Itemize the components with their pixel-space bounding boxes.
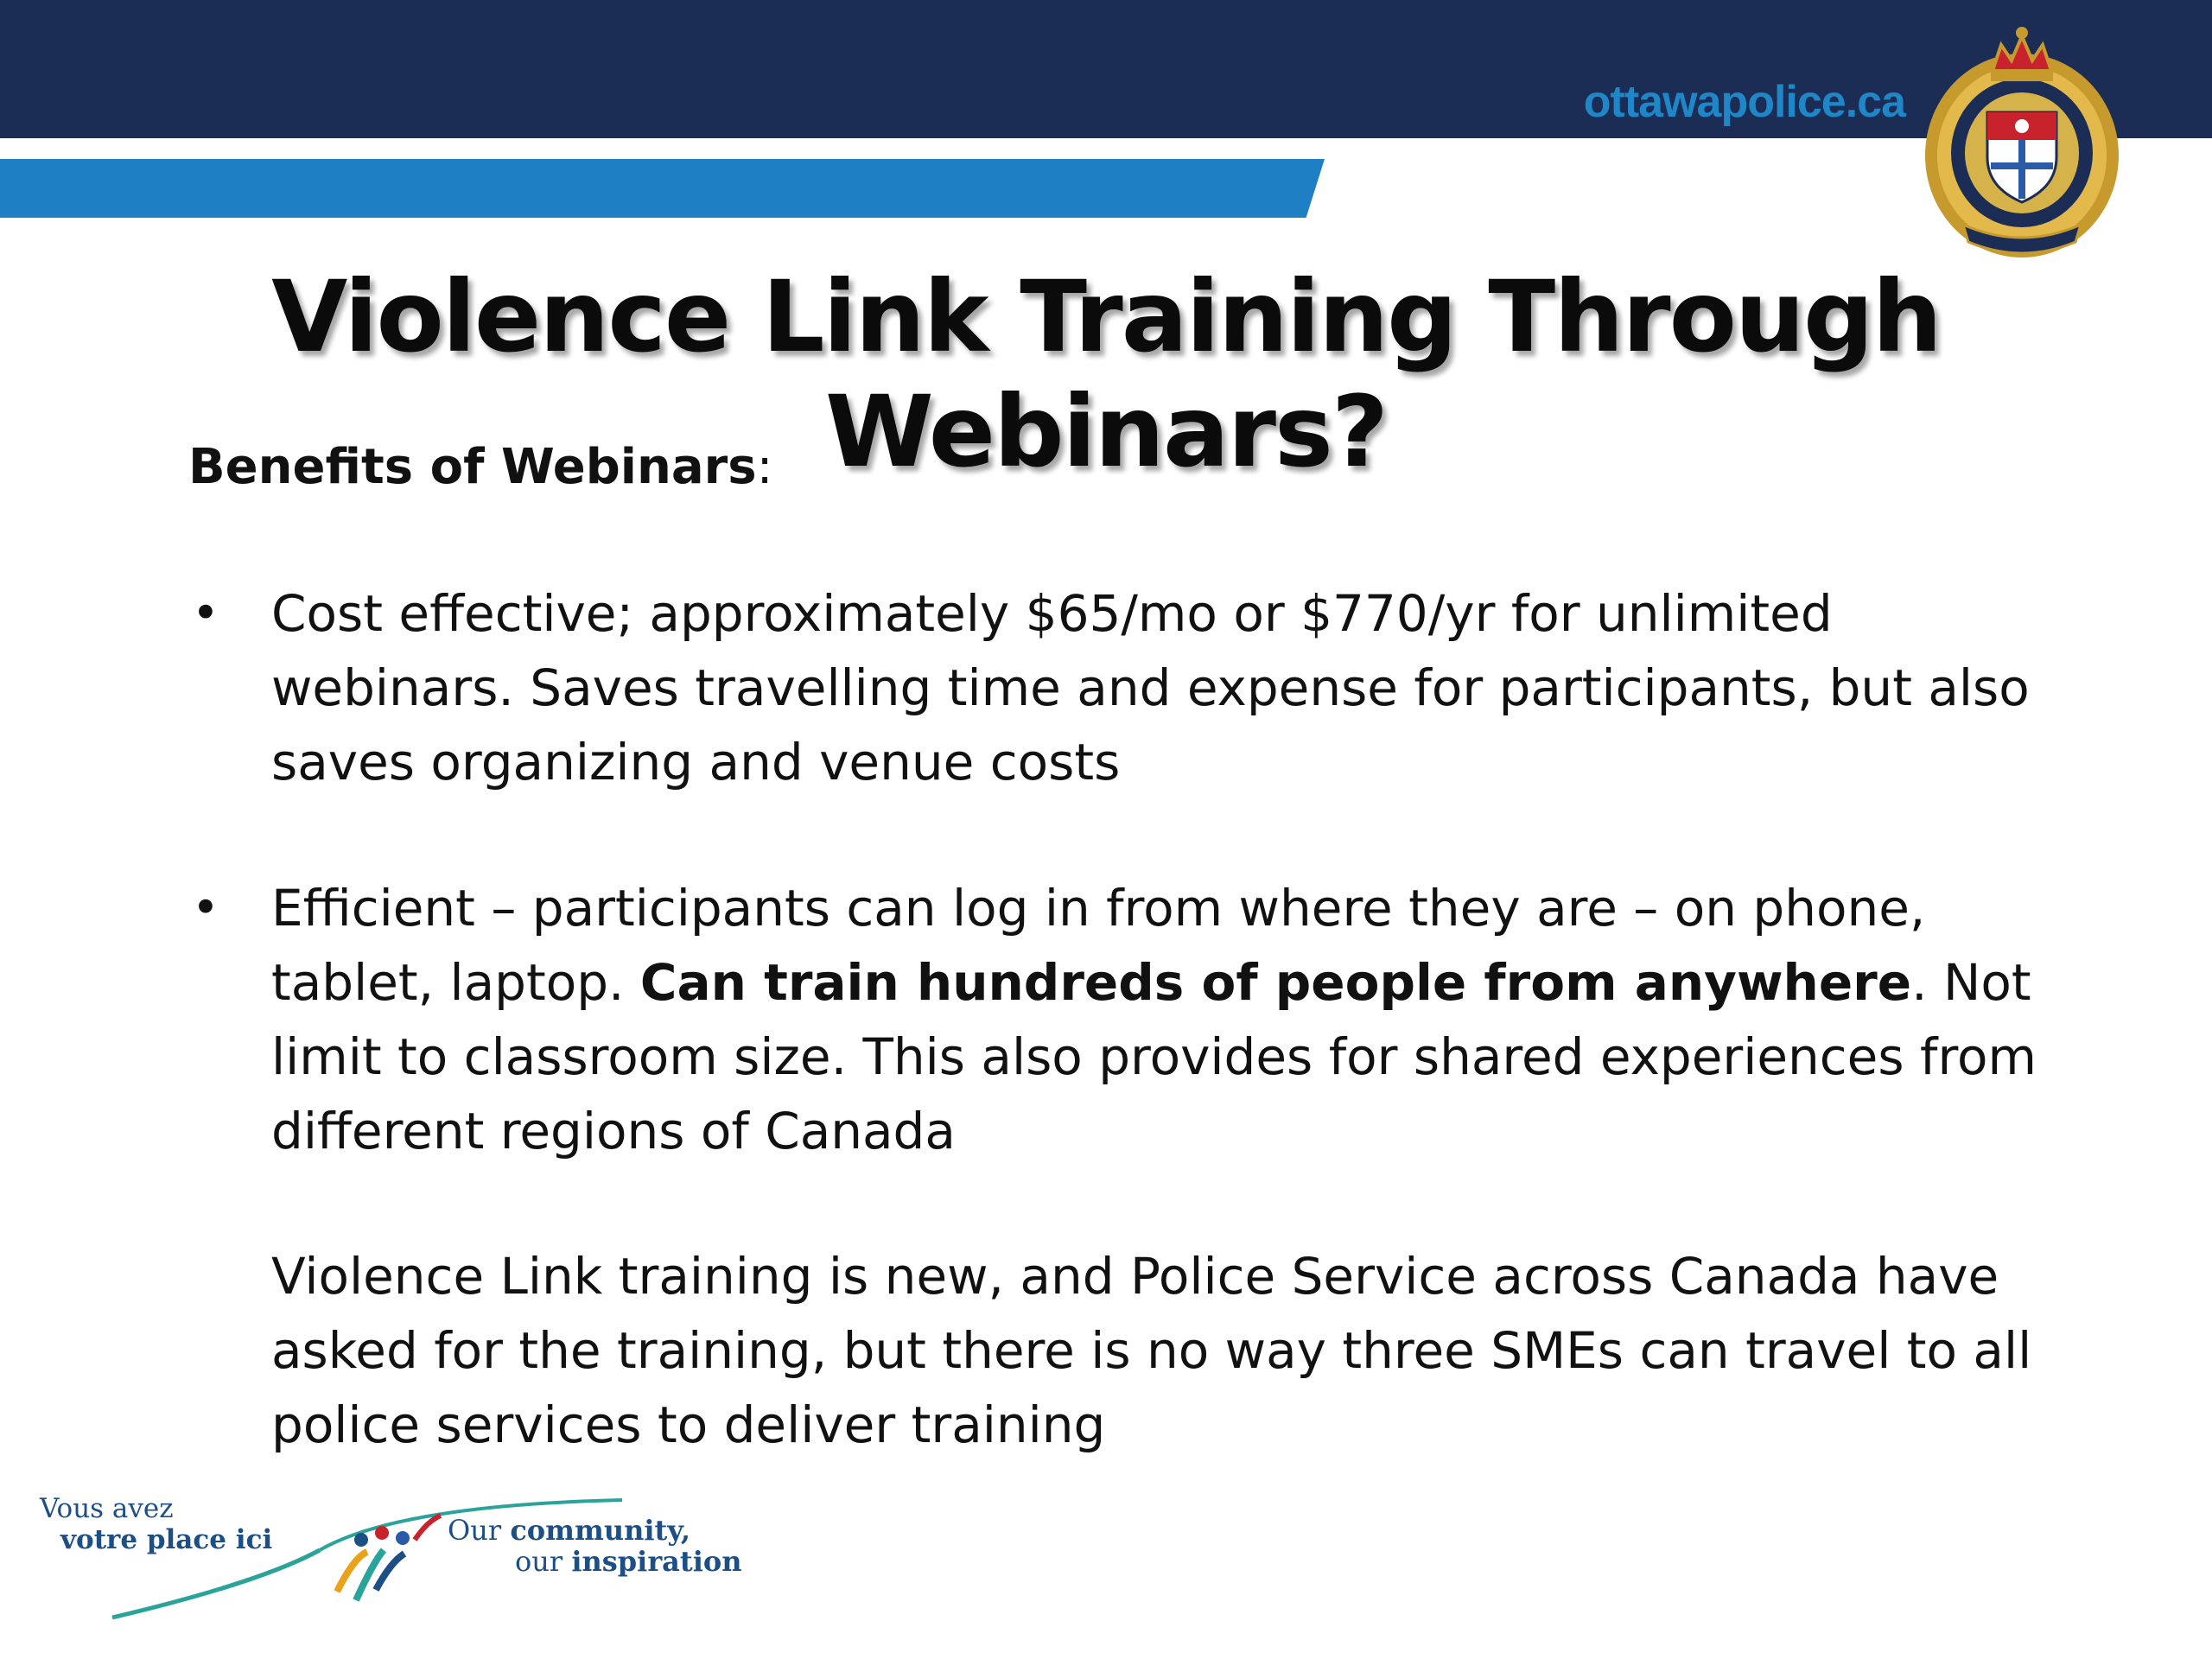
footer-english-line1 — [448, 1514, 690, 1547]
training-note: Violence Link training is new, and Police Service across Canada have asked for the training, but there is no way three SMEs can travel to all police services to deliver training — [271, 1247, 2032, 1454]
section-heading — [188, 439, 772, 495]
slide-title: Violence Link Training Through Webinars? — [271, 259, 1941, 489]
heading-text: Benefits of Webinars — [188, 439, 757, 495]
ottawa-police-crest-icon — [1918, 10, 2126, 270]
bullet-efficient-emphasis: Can train hundreds of people from anywhere — [639, 953, 1912, 1012]
footer-french-line1: Vous avez — [40, 1493, 174, 1524]
footer-english-line2 — [515, 1545, 741, 1578]
bullet-efficient-text: Efficient – participants can log in from where they are – on phone, tablet, laptop. — [271, 879, 1926, 1012]
heading-colon: : — [756, 439, 773, 495]
bullet-marker: • — [192, 880, 219, 935]
accent-bar — [0, 159, 1325, 218]
bullet-efficient-text-end: . Not limit to classroom size. This also provides for shared experiences from different regions of Canada — [271, 953, 2037, 1160]
bullet-marker: • — [192, 586, 219, 640]
footer-en-prefix2: our — [515, 1545, 572, 1578]
bullet-efficient — [271, 871, 2069, 1168]
bullet-cost-effective: Cost effective; approximately $65/mo or $770/yr for unlimited webinars. Saves travelling time and expense for participants, but also saves organizing and venue costs — [271, 584, 2030, 791]
footer-en-prefix: Our — [448, 1514, 511, 1547]
footer-en-bold2: inspiration — [571, 1545, 742, 1578]
site-url: ottawapolice.ca — [1583, 77, 1905, 127]
footer-french-line2: votre place ici — [60, 1524, 273, 1555]
footer-en-bold1: community, — [510, 1514, 690, 1547]
footer-logo — [35, 1479, 769, 1635]
